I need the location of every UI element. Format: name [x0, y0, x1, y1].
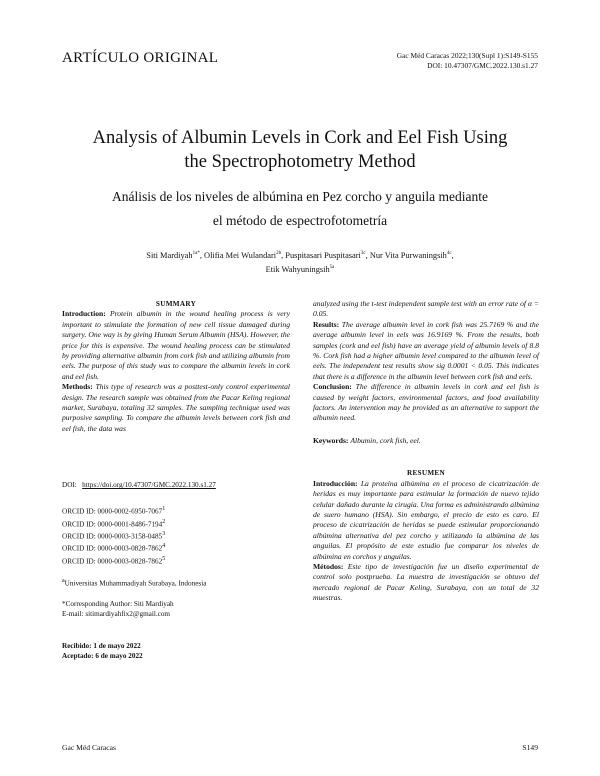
author-name: Nur Vita Purwaningsih — [369, 250, 447, 260]
summary-results — [313, 320, 539, 382]
author-name: Siti Mardiyah — [146, 250, 193, 260]
doi-line: DOI: 10.47307/GMC.2022.130.s1.27 — [427, 61, 538, 70]
title-en-line-1: Analysis of Albumin Levels in Cork and Eel Fish Using — [92, 128, 508, 148]
section-label: ARTÍCULO ORIGINAL — [62, 50, 219, 66]
results-label: Results: — [313, 319, 340, 329]
orcid-row — [62, 541, 290, 553]
journal-citation — [397, 51, 538, 71]
orcid-sup: 3 — [162, 531, 166, 538]
accepted-date: Aceptado: 6 de mayo 2022 — [62, 651, 143, 660]
summary-conclusion — [313, 382, 539, 424]
doi-label: DOI: — [62, 481, 77, 490]
title-en-line-2: the Spectrophotometry Method — [184, 152, 416, 172]
author-affil: 1a* — [192, 251, 200, 256]
journal-line: Gac Méd Caracas 2022;130(Supl 1):S149-S155 — [396, 51, 538, 60]
summary-methods — [62, 382, 290, 434]
corresponding-author: *Corresponding Author: Siti Mardiyah — [62, 599, 174, 608]
orcid-text: ORCID ID: 0000-0002-6950-7067 — [62, 507, 163, 516]
summary-heading: SUMMARY — [155, 300, 197, 308]
orcid-text: ORCID ID: 0000-0003-0828-7862 — [62, 544, 163, 553]
doi-link[interactable]: https://doi.org/10.47307/GMC.2022.130.s1.27 — [82, 481, 216, 490]
keywords-label: Keywords: — [313, 435, 349, 445]
resumen-metodos — [313, 562, 539, 604]
affil-sup: a — [62, 578, 65, 585]
orcid-sup: 5 — [162, 555, 166, 562]
author-affil: 2b — [276, 251, 282, 256]
results-text: The average albumin level in cork fish was 25.7169 % and the average albumin level in eels was 16.9169 %. From the results, both samples (cork and eel fish) have an average yield of albumin levels of 8.8 %. Cork fish had a higher albumin level compared to the albumin level of eels. The independent test results show sig 0.0001 < 0.05. This indicates that there is a difference in the albumin level between cork fish and eels. — [313, 319, 539, 381]
orcid-sup: 1 — [162, 506, 166, 513]
footer-journal: Gac Méd Caracas — [62, 743, 116, 752]
orcid-row — [62, 517, 290, 529]
intro-text: Protein albumin in the wound healing process is very important to stimulate the formation of new cell tissue damaged during surgery. One way is by giving Human Serum Albumin (HSA). However, the price for this is expensive. The wound healing process can be stimulated by providing alternative albumin from cork fish and utilizing albumin from eels. The purpose of this study was to compare the albumin levels in cork and eel fish. — [62, 309, 290, 381]
author-affil: 5a — [329, 264, 335, 270]
orcid-row — [62, 554, 290, 566]
keywords — [313, 436, 539, 446]
conclusion-text: The difference in albumin levels in cork and eel fish is caused by weight factors, environmental factors, and food availability factors. An intervention may be provided as an alternative to support the albumin need. — [313, 382, 539, 423]
summary-introduction — [62, 309, 290, 382]
page-number: S149 — [522, 743, 538, 752]
methods-text: This type of research was a posttest-only control experimental design. The research sample was obtained from the Pacar Keling regional market, Surabaya, totaling 32 samples. The sampling technique used was purposive sampling. To compare the albumin levels between cork fish and eel fish, the data was — [62, 382, 290, 433]
doi-row — [62, 480, 290, 490]
corresponding-email: E-mail: sitimardiyahfix2@gmail.com — [62, 609, 171, 618]
methods-label: Methods: — [62, 382, 93, 392]
author-name: Olifia Mei Wulandari — [204, 250, 277, 260]
author-name: Puspitasari Puspitasari — [285, 250, 361, 260]
title-es-line-1: Análisis de los niveles de albúmina en Pez corcho y anguila mediante — [111, 189, 489, 204]
orcid-text: ORCID ID: 0000-0001-8486-7194 — [62, 520, 163, 529]
title-es-line-2: el método de espectrofotometría — [212, 213, 388, 228]
orcid-text: ORCID ID: 0000-0003-0828-7862 — [62, 557, 163, 566]
orcid-sup: 2 — [162, 518, 166, 525]
article-title-english — [40, 126, 560, 174]
summary-methods-continued: analyzed using the t-test independent sample test with an error rate of α = 0.05. — [313, 299, 539, 319]
resumen-introduccion — [313, 479, 539, 562]
orcid-sup: 4 — [162, 543, 166, 550]
article-metadata — [62, 480, 290, 660]
author-affil: 4c — [446, 251, 452, 256]
affiliation — [62, 576, 290, 588]
author-affil: 3c — [360, 251, 366, 256]
resumen-heading: RESUMEN — [406, 469, 446, 478]
intro-label: Introduction: — [62, 309, 106, 319]
author-list: Siti Mardiyah$^{1a*}$, Olifia Mei Wulandari$^{2b}$, Puspitasari Puspitasari$^{3c}$, Nur Vita Purwaningsih$^{4c}$, Etik Wahyuningsih$^{5a}$ — [146, 250, 454, 274]
introduccion-text: La proteína albúmina en el proceso de cicatrización de heridas es muy importante para estimular la formación de nuevo tejido celular dañado durante la cirugía. Una forma es administrando albúmina de suero humano (HSA). Sin embargo, el precio de esto es caro. El proceso de cicatrización de heridas se puede estimular proporcionando albúmina alternativa del pez corcho y utilizando la albúmina de las anguilas. El propósito de este estudio fue comparar los niveles de albúmina en corchos y anguilas. — [313, 478, 539, 561]
author-name: Etik Wahyuningsih — [265, 264, 330, 274]
left-column — [62, 299, 290, 661]
affiliation-text: Universitas Muhammadiyah Surabaya, Indonesia — [64, 579, 207, 588]
orcid-row — [62, 529, 290, 541]
conclusion-label: Conclusion: — [313, 382, 352, 392]
keywords-text: Albumin, cork fish, eel. — [350, 435, 421, 445]
introduccion-label: Introducción: — [313, 478, 358, 488]
orcid-row — [62, 504, 290, 516]
right-column — [313, 299, 539, 604]
received-date: Recibido: 1 de mayo 2022 — [62, 641, 141, 650]
article-title-spanish — [40, 185, 560, 233]
metodos-text: Este tipo de investigación fue un diseño experimental de control solo postprueba. La muestra de investigación se obtuvo del mercado regional de Pacar Keling, Surabaya, con un total de 32 muestras. — [313, 561, 539, 603]
metodos-label: Métodos: — [313, 561, 344, 571]
orcid-text: ORCID ID: 0000-0003-3158-0485 — [62, 532, 163, 541]
